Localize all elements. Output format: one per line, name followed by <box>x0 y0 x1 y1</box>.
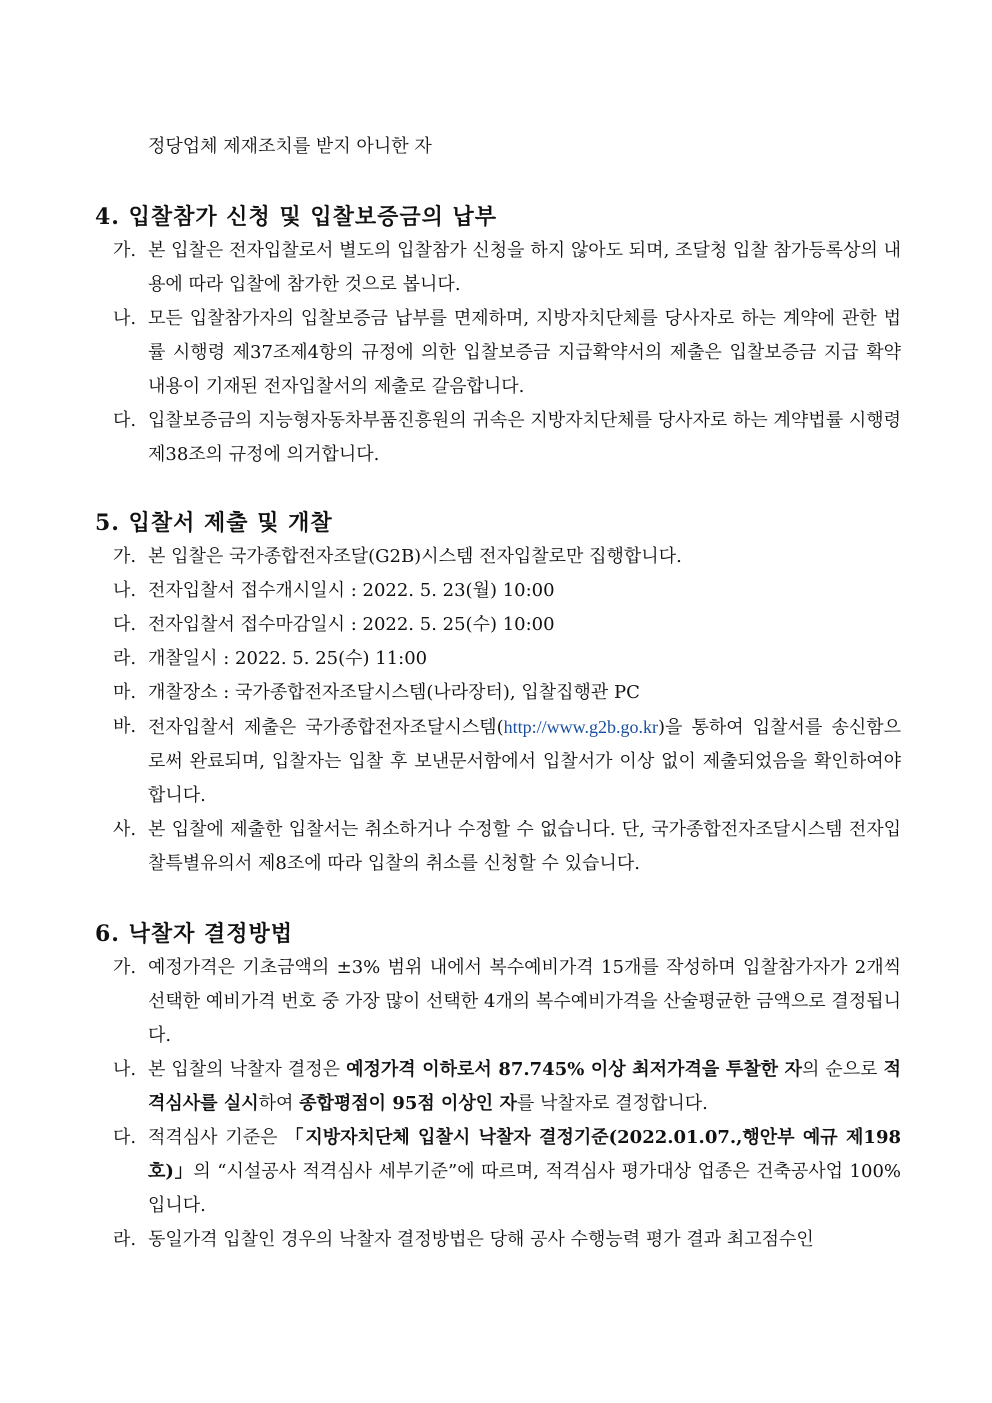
item-marker: 마. <box>113 682 137 703</box>
list-item <box>95 574 901 608</box>
item-text: 본 입찰은 국가종합전자조달(G2B)시스템 전자입찰로만 집행합니다. <box>148 546 682 567</box>
item-text <box>148 1053 901 1121</box>
item-text-part: 의 “시설공사 적격심사 세부기준”에 따르며, 적격심사 평가대상 업종은 건축공사업 100%입니다. <box>148 1161 901 1216</box>
item-text: 입찰보증금의 지능형자동차부품진흥원의 귀속은 지방자치단체를 당사자로 하는 계약법률 시행령 제38조의 규정에 의거합니다. <box>148 410 901 465</box>
item-marker: 라. <box>113 1229 137 1250</box>
carryover-text: 정당업체 제재조치를 받지 아니한 자 <box>148 136 432 157</box>
item-marker: 가. <box>113 546 137 567</box>
item-text: 전자입찰서 접수개시일시 : 2022. 5. 23(월) 10:00 <box>148 580 555 601</box>
list-item <box>95 1121 901 1223</box>
emphasis-text: 종합평점이 95점 이상인 자 <box>299 1093 517 1114</box>
item-text: 예정가격은 기초금액의 ±3% 범위 내에서 복수예비가격 15개를 작성하며 입찰참가자가 2개씩 선택한 예비가격 번호 중 가장 많이 선택한 4개의 복수예비가격을 산술평균한 금액으로 결정됩니다. <box>148 957 901 1046</box>
emphasis-text: 「지방자치단체 입찰시 낙찰자 결정기준(2022.01.07.,행안부 예규 제198호)」 <box>148 1127 901 1182</box>
item-marker: 바. <box>113 716 137 737</box>
item-marker: 가. <box>113 957 137 978</box>
item-marker: 다. <box>113 410 137 431</box>
item-text-part: 본 입찰의 낙찰자 결정은 <box>148 1059 347 1080</box>
item-text-part: 하여 <box>258 1093 300 1114</box>
item-marker: 다. <box>113 1127 137 1148</box>
g2b-link[interactable]: http://www.g2b.go.kr <box>503 717 658 737</box>
item-text <box>148 1121 901 1223</box>
item-text: 전자입찰서 접수마감일시 : 2022. 5. 25(수) 10:00 <box>148 614 555 635</box>
section-6-heading: 6. 낙찰자 결정방법 <box>95 921 294 947</box>
item-text: 모든 입찰참가자의 입찰보증금 납부를 면제하며, 지방자치단체를 당사자로 하는 계약에 관한 법률 시행령 제37조제4항의 규정에 의한 입찰보증금 지급확약서의 제출은 입찰보증금 지급 확약 내용이 기재된 전자입찰서의 제출로 갈음합니다. <box>148 308 901 397</box>
section-5-heading: 5. 입찰서 제출 및 개찰 <box>95 510 333 536</box>
list-item <box>95 676 901 710</box>
item-text <box>148 710 901 813</box>
list-item <box>95 1223 901 1257</box>
item-marker: 나. <box>113 580 137 601</box>
item-text-part: 전자입찰서 제출은 국가종합전자조달시스템( <box>148 717 504 738</box>
item-text: 본 입찰에 제출한 입찰서는 취소하거나 수정할 수 없습니다. 단, 국가종합전자조달시스템 전자입찰특별유의서 제8조에 따라 입찰의 취소를 신청할 수 있습니다. <box>148 819 901 874</box>
list-item <box>95 540 901 574</box>
section-4-heading: 4. 입찰참가 신청 및 입찰보증금의 납부 <box>95 204 498 230</box>
item-text: 개찰장소 : 국가종합전자조달시스템(나라장터), 입찰집행관 PC <box>148 682 640 703</box>
list-item <box>95 951 901 1053</box>
list-item <box>95 1053 901 1121</box>
item-text: 본 입찰은 전자입찰로서 별도의 입찰참가 신청을 하지 않아도 되며, 조달청 입찰 참가등록상의 내용에 따라 입찰에 참가한 것으로 봅니다. <box>148 240 901 295</box>
item-text: 동일가격 입찰인 경우의 낙찰자 결정방법은 당해 공사 수행능력 평가 결과 최고점수인 <box>148 1229 814 1250</box>
document-page <box>95 130 901 1257</box>
item-marker: 나. <box>113 308 137 329</box>
item-marker: 라. <box>113 648 137 669</box>
item-text: 개찰일시 : 2022. 5. 25(수) 11:00 <box>148 648 428 669</box>
list-item <box>95 234 901 302</box>
list-item <box>95 642 901 676</box>
item-text-part: 를 낙찰자로 결정합니다. <box>516 1093 708 1114</box>
emphasis-text: 적격심사를 실시 <box>148 1059 901 1114</box>
item-marker: 나. <box>113 1059 137 1080</box>
item-marker: 사. <box>113 819 137 840</box>
list-item <box>95 404 901 472</box>
list-item <box>95 608 901 642</box>
list-item <box>95 813 901 881</box>
emphasis-text: 예정가격 이하로서 87.745% 이상 최저가격을 투찰한 자 <box>346 1059 802 1080</box>
item-marker: 가. <box>113 240 137 261</box>
item-marker: 다. <box>113 614 137 635</box>
item-text-part: 의 순으로 <box>801 1059 884 1080</box>
list-item <box>95 710 901 813</box>
item-text-part: 적격심사 기준은 <box>148 1127 286 1148</box>
item-text-part: )을 통하여 입찰서를 송신함으로써 완료되며, 입찰자는 입찰 후 보낸문서함에서 입찰서가 이상 없이 제출되었음을 확인하여야 합니다. <box>148 717 902 806</box>
list-item <box>95 302 901 404</box>
